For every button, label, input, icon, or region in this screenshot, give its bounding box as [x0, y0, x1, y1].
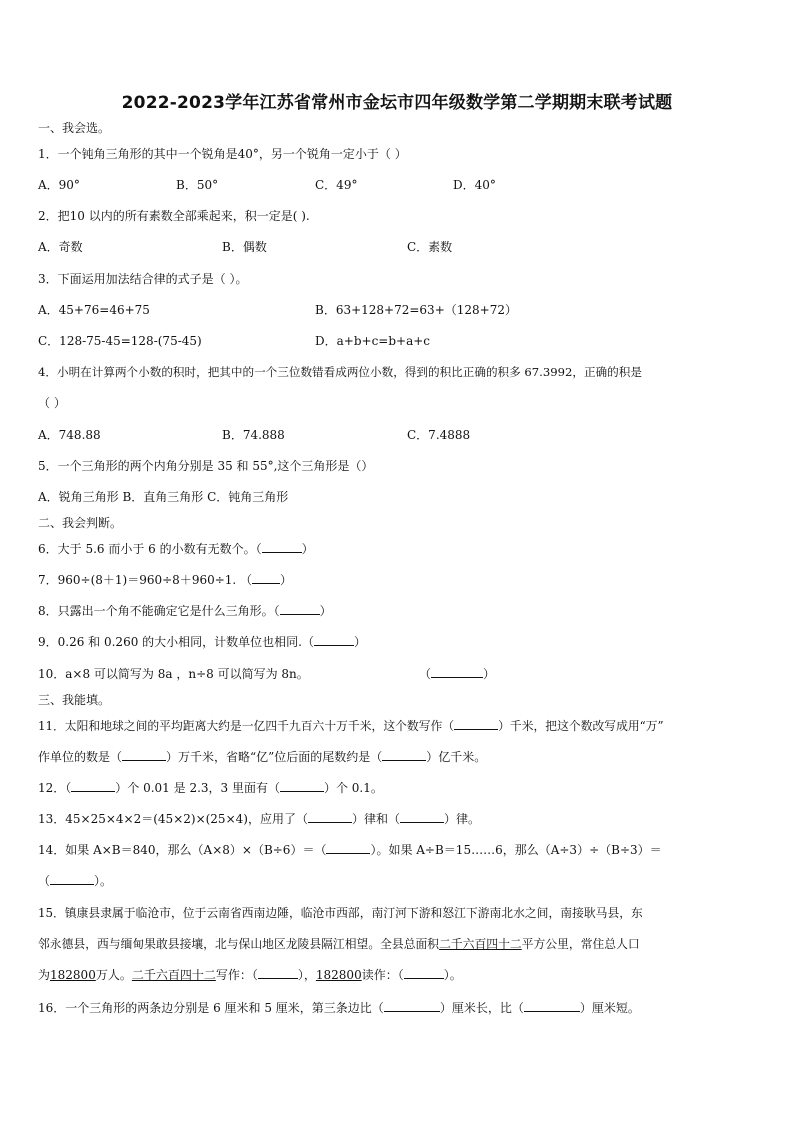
page-title: 2022-2023学年江苏省常州市金坛市四年级数学第二学期期末联考试题 — [121, 93, 673, 113]
question-8 — [38, 603, 332, 619]
q14-text-part1: 14．如果 A×B＝840，那么（A×8）×（B÷6）＝（ — [38, 843, 327, 857]
q16-blank-2[interactable] — [524, 1000, 580, 1012]
q7-answer-blank[interactable] — [252, 572, 280, 584]
question-4-answer-paren: （ ） — [38, 396, 66, 410]
question-11-line-2 — [38, 749, 486, 765]
question-6 — [38, 541, 314, 557]
section-heading-judge: 二、我会判断。 — [38, 516, 123, 530]
question-1-text: 1．一个钝角三角形的其中一个锐角是40°，另一个锐角一定小于（ ） — [38, 147, 407, 161]
q15-blank-1[interactable] — [258, 967, 298, 979]
q8-answer-blank[interactable] — [280, 603, 320, 615]
question-10-answer — [419, 666, 495, 682]
q13-blank-2[interactable] — [400, 811, 444, 823]
q11-text-part1: 11．太阳和地球之间的平均距离大约是一亿四千九百六十万千米，这个数写作（ — [38, 719, 455, 733]
q11-blank-3[interactable] — [382, 749, 426, 761]
question-7 — [38, 572, 292, 588]
q12-text-part2: ）个 0.01 是 2.3，3 里面有（ — [115, 781, 280, 795]
q10-answer-blank[interactable] — [431, 666, 483, 678]
q11-text-part4: ）万千米，省略“亿”位后面的尾数约是（ — [166, 750, 383, 764]
q15-text-part2: 平方公里，常住总人口 — [521, 937, 640, 951]
q15-text-part5: 写作：（ — [215, 968, 258, 982]
q15-population-underlined: 182800 — [50, 968, 96, 982]
q4-option-a: A．748.88 — [38, 428, 101, 442]
q14-text-part4: ）。 — [94, 874, 113, 888]
section-heading-fill: 三、我能填。 — [38, 693, 111, 707]
q11-text-part3: 作单位的数是（ — [38, 750, 123, 764]
q6-close: ） — [301, 542, 314, 556]
q4-option-c: C．7.4888 — [407, 428, 471, 442]
q6-answer-blank[interactable] — [262, 541, 302, 553]
question-15-line-1: 15．镇康县隶属于临沧市，位于云南省西南边陲，临沧市西部，南汀河下游和怒江下游南北水之间，南接耿马县，东 — [38, 906, 643, 920]
q16-text-part2: ）厘米长，比（ — [439, 1001, 524, 1015]
q5-options: A．锐角三角形 B．直角三角形 C．钝角三角形 — [38, 490, 289, 504]
q15-text-part4: 万人。 — [95, 968, 132, 982]
q9-text: 9．0.26 和 0.260 的大小相同，计数单位也相同.（ — [38, 635, 314, 649]
question-14-line-2 — [38, 873, 112, 889]
q1-option-c: C．49° — [315, 178, 358, 192]
question-15-line-2 — [38, 936, 640, 952]
q12-text-part1: 12．（ — [38, 781, 72, 795]
q15-area-underlined: 二千六百四十二 — [439, 937, 522, 951]
q13-text-part1: 13．45×25×4×2＝(45×2)×(25×4)，应用了（ — [38, 812, 308, 826]
q2-option-b: B．偶数 — [222, 240, 267, 254]
q15-area-word-underlined: 二千六百四十二 — [131, 968, 216, 982]
q11-text-part5: ）亿千米。 — [426, 750, 487, 764]
q13-text-part2: ）律和（ — [351, 812, 400, 826]
question-13 — [38, 811, 480, 827]
q10-close: ） — [483, 667, 496, 681]
q1-option-b: B．50° — [176, 178, 219, 192]
q11-text-part2: ）千米，把这个数改写成用“万” — [498, 719, 664, 733]
q3-option-c: C．128-75-45=128-(75-45) — [38, 334, 202, 348]
question-2-text: 2．把10 以内的所有素数全部乘起来，积一定是( ). — [38, 209, 310, 223]
q16-text-part1: 16．一个三角形的两条边分别是 6 厘米和 5 厘米，第三条边比（ — [38, 1001, 384, 1015]
question-9 — [38, 634, 366, 650]
q2-option-a: A．奇数 — [38, 240, 83, 254]
q15-text-part7: 读作：（ — [361, 968, 404, 982]
q6-text: 6．大于 5.6 而小于 6 的小数有无数个。（ — [38, 542, 262, 556]
q12-text-part3: ）个 0.1。 — [323, 781, 383, 795]
q12-blank-2[interactable] — [280, 780, 324, 792]
q7-close: ） — [280, 573, 293, 587]
q10-open: （ — [419, 667, 432, 681]
q15-text-part3: 为 — [38, 968, 51, 982]
q3-option-b: B．63+128+72=63+（128+72） — [315, 303, 517, 317]
q2-option-c: C．素数 — [407, 240, 453, 254]
q11-blank-1[interactable] — [454, 718, 498, 730]
question-16 — [38, 1000, 640, 1016]
question-10-text: 10．a×8 可以简写为 8a ，n÷8 可以简写为 8n。 — [38, 667, 309, 681]
q9-close: ） — [353, 635, 366, 649]
q15-blank-2[interactable] — [404, 967, 444, 979]
q15-population-number-underlined: 182800 — [315, 968, 362, 982]
q15-text-part1: 邻永德县，西与缅甸果敢县接壤，北与保山地区龙陵县隔江相望。全县总面积 — [38, 937, 440, 951]
q16-blank-1[interactable] — [384, 1000, 440, 1012]
question-11-line-1 — [38, 718, 664, 734]
q14-blank-2[interactable] — [50, 873, 94, 885]
q7-text: 7．960÷(8＋1)＝960÷8＋960÷1. （ — [38, 573, 253, 587]
question-5-text: 5．一个三角形的两个内角分别是 35 和 55°,这个三角形是（） — [38, 459, 374, 473]
q11-blank-2[interactable] — [122, 749, 166, 761]
question-15-line-3 — [38, 967, 462, 983]
q12-blank-1[interactable] — [71, 780, 115, 792]
q4-option-b: B．74.888 — [222, 428, 285, 442]
question-4-text: 4．小明在计算两个小数的积时，把其中的一个三位数错看成两位小数，得到的积比正确的积多 67.3992，正确的积是 — [38, 365, 642, 379]
q14-text-part3: （ — [38, 874, 51, 888]
q8-text: 8．只露出一个角不能确定它是什么三角形。（ — [38, 604, 280, 618]
q8-close: ） — [319, 604, 332, 618]
question-3-text: 3．下面运用加法结合律的式子是（ ）。 — [38, 272, 248, 286]
question-12 — [38, 780, 383, 796]
q15-text-part6: ）， — [297, 968, 316, 982]
q13-text-part3: ）律。 — [443, 812, 480, 826]
q16-text-part3: ）厘米短。 — [579, 1001, 640, 1015]
q1-option-a: A．90° — [38, 178, 80, 192]
q1-option-d: D．40° — [453, 178, 496, 192]
q9-answer-blank[interactable] — [314, 634, 354, 646]
q13-blank-1[interactable] — [308, 811, 352, 823]
q14-blank-1[interactable] — [326, 842, 370, 854]
q14-text-part2: ）。如果 A÷B＝15……6，那么（A÷3）÷（B÷3）＝ — [370, 843, 662, 857]
q15-text-part8: ）。 — [443, 968, 462, 982]
section-heading-choose: 一、我会选。 — [38, 121, 111, 135]
question-14-line-1 — [38, 842, 662, 858]
q3-option-a: A．45+76=46+75 — [38, 303, 150, 317]
q3-option-d: D．a+b+c=b+a+c — [315, 334, 431, 348]
